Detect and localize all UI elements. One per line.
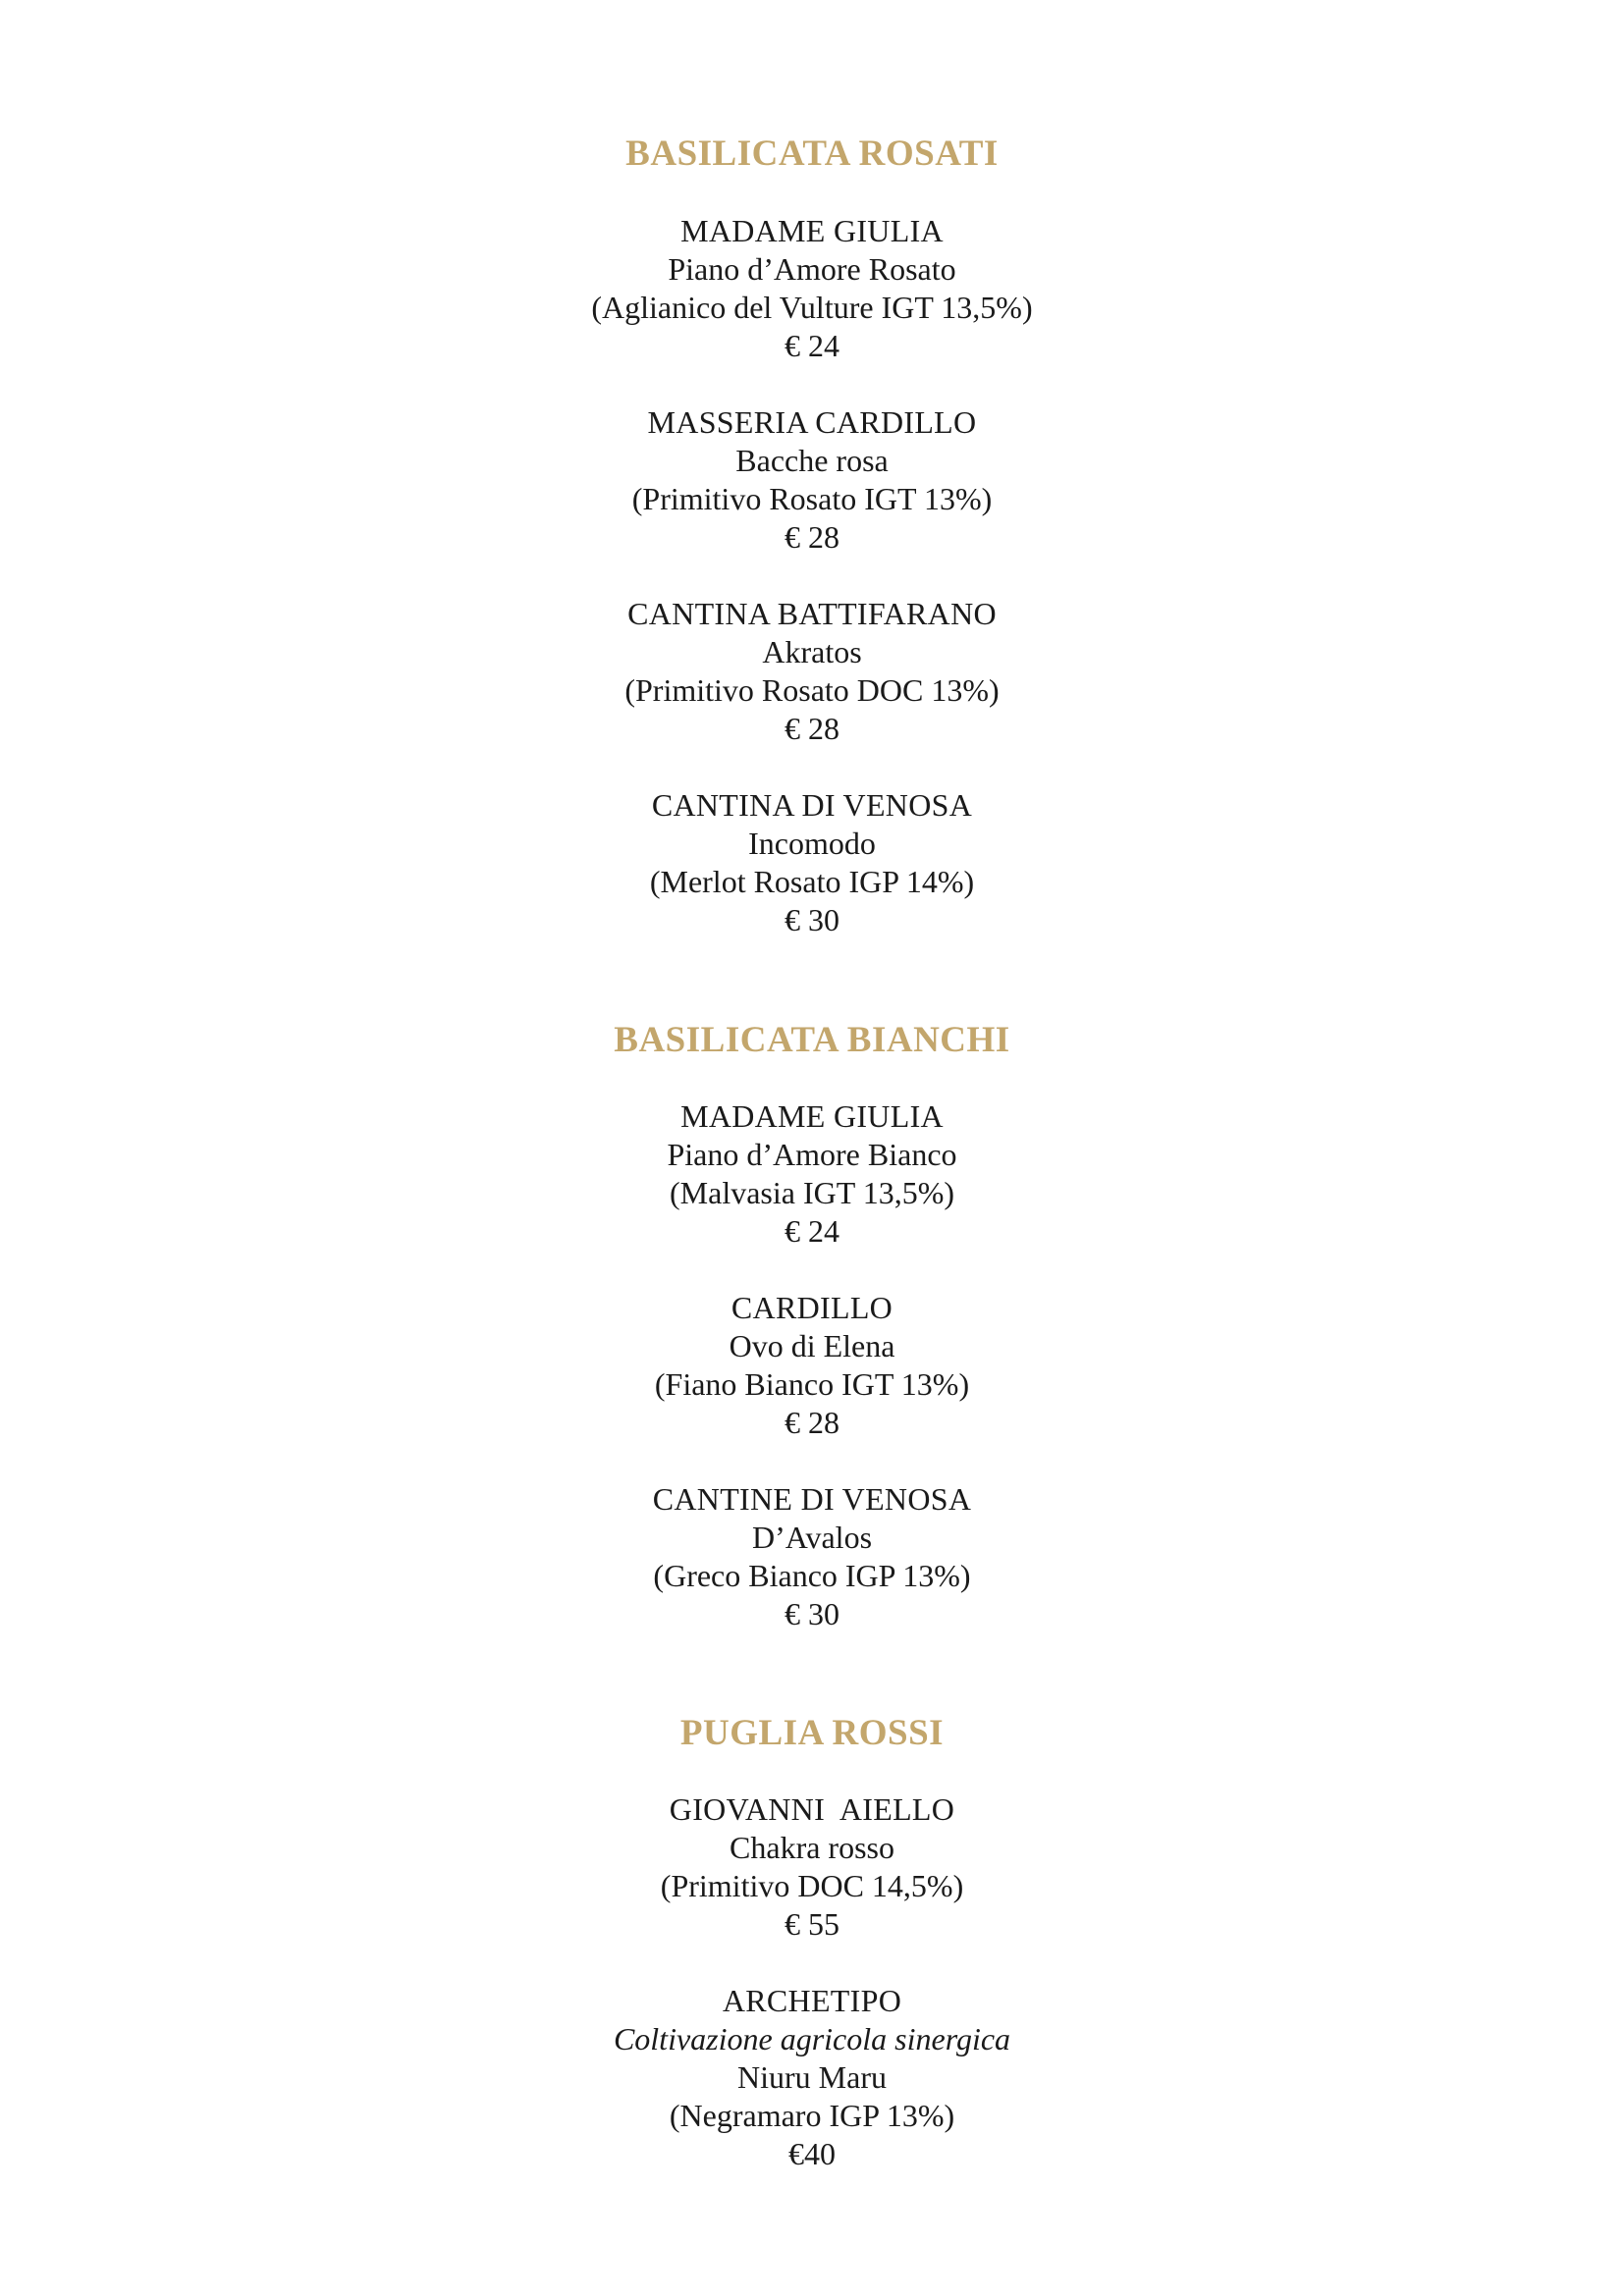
wine-name: Ovo di Elena [729,1328,895,1363]
wine-name: Incomodo [748,826,876,861]
wine-producer: MADAME GIULIA [680,1098,944,1134]
wine-details: (Greco Bianco IGP 13%) [653,1558,971,1593]
wine-price: € 24 [785,1213,839,1249]
wine-details: (Merlot Rosato IGP 14%) [649,864,975,899]
wine-entry [0,1097,1624,1251]
wine-entry [0,403,1624,557]
wine-price: € 28 [785,1405,839,1440]
wine-name: Bacche rosa [735,443,889,478]
wine-price: € 30 [785,902,839,937]
wine-note: Coltivazione agricola sinergica [613,2021,1011,2056]
wine-price: € 30 [785,1596,839,1631]
wine-details: (Aglianico del Vulture IGT 13,5%) [591,290,1033,325]
wine-price: €40 [788,2136,836,2171]
wine-producer: CARDILLO [731,1290,893,1325]
wine-details: (Primitivo DOC 14,5%) [660,1868,964,1903]
wine-producer: CANTINA DI VENOSA [651,787,973,823]
wine-entry [0,212,1624,365]
wine-details: (Negramaro IGP 13%) [669,2098,955,2133]
wine-name: Chakra rosso [730,1830,894,1865]
wine-details: (Malvasia IGT 13,5%) [670,1175,954,1210]
wine-producer: MASSERIA CARDILLO [647,404,977,440]
wine-entry [0,1790,1624,1944]
wine-name: Piano d’Amore Bianco [667,1137,957,1172]
wine-producer: CANTINE DI VENOSA [652,1481,972,1517]
wine-entry [0,1982,1624,2173]
wine-entry [0,1289,1624,1442]
wine-entry [0,1480,1624,1633]
section-title-basilicata-rosati: BASILICATA ROSATI [625,133,999,174]
wine-price: € 28 [785,711,839,746]
wine-price: € 28 [785,519,839,555]
wine-producer: MADAME GIULIA [680,213,944,248]
wine-name: Niuru Maru [737,2059,887,2095]
wine-details: (Primitivo Rosato IGT 13%) [631,481,993,516]
section-title-basilicata-bianchi: BASILICATA BIANCHI [614,1020,1010,1060]
wine-producer: GIOVANNI AIELLO [669,1791,955,1827]
wine-name: D’Avalos [751,1520,873,1555]
wine-details: (Fiano Bianco IGT 13%) [654,1366,970,1402]
wine-details: (Primitivo Rosato DOC 13%) [624,672,1000,708]
wine-producer: ARCHETIPO [722,1983,902,2018]
wine-price: € 24 [785,328,839,363]
wine-producer: CANTINA BATTIFARANO [627,596,997,631]
wine-price: € 55 [785,1906,839,1942]
wine-name: Akratos [762,634,862,669]
section-title-puglia-rossi: PUGLIA ROSSI [679,1713,945,1753]
wine-name: Piano d’Amore Rosato [668,251,956,287]
wine-entry [0,595,1624,748]
wine-entry [0,786,1624,939]
